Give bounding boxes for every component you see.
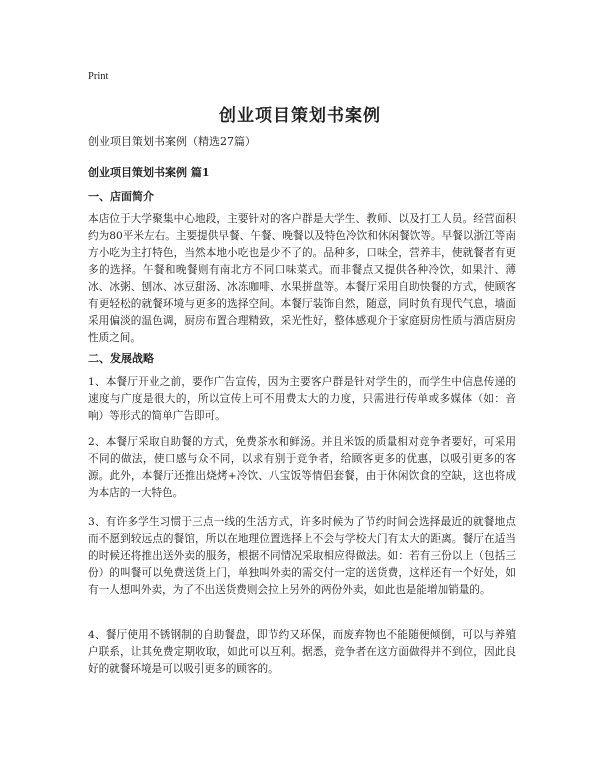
document-subtitle: 创业项目策划书案例（精选27篇） <box>88 135 256 148</box>
paragraph-strategy-4: 4、餐厅使用不锈钢制的自助餐盘，即节约又环保，而废弃物也不能随便倾倒，可以与养殖户联系，让其免费定期收取，如此可以互利。据悉，竞争者在这方面做得并不到位，因此良好的就餐环境是可以吸引更多的顾客的。 <box>88 629 516 675</box>
section-heading-strategy: 二、发展战略 <box>88 352 154 365</box>
paragraph-strategy-3: 3、有许多学生习惯于三点一线的生活方式，许多时候为了节约时间会选择最近的就餐地点而不愿到较远点的餐馆，所以在地理位置选择上不会与学校大门有太大的距离。餐厅在适当的时候还将推出送外卖的服务，根据不同情况采取相应得做法。如：若有三份以上（包括三份）的叫餐可以免费送货上门，单独叫外卖的需交付一定的送货费，这样还有一个好处，如有一人想叫外卖，为了不出送货费则会拉上另外的两份外卖，如此也是能增加销量的。 <box>88 516 516 596</box>
document-title: 创业项目策划书案例 <box>219 106 381 126</box>
paragraph-strategy-1: 1、本餐厅开业之前，要作广告宣传，因为主要客户群是针对学生的，而学生中信息传递的速度与广度是很大的，所以宣传上可不用费太大的力度，只需进行传单或多媒体（如：音响）等形式的简单广告即可。 <box>88 376 516 422</box>
paragraph-store-intro: 本店位于大学聚集中心地段，主要针对的客户群是大学生、教师、以及打工人员。经营面积约为80平米左右。主要提供早餐、午餐、晚餐以及特色冷饮和休闲餐饮等。早餐以浙江等南方小吃为主打特色，当然本地小吃也是少不了的。品种多，口味全，营养丰，使就餐者有更多的选择。午餐和晚餐则有南北方不同口味菜式。而非餐点又提供各种冷饮，如果汁、薄冰、冰粥、刨冰、冰豆甜汤、冰冻咖啡、水果拼盘等。本餐厅采用自助快餐的方式，使顾客有更轻松的就餐环境与更多的选择空间。本餐厅装饰自然，随意，同时负有现代气息，墙面采用偏淡的温色调，厨房布置合理精致，采光性好，整体感观介于家庭厨房性质与酒店厨房性质之间。 <box>88 213 516 344</box>
article-heading: 创业项目策划书案例 篇1 <box>88 166 210 179</box>
print-label[interactable]: Print <box>88 71 109 82</box>
paragraph-strategy-2: 2、本餐厅采取自助餐的方式，免费茶水和鲜汤。并且米饭的质量相对竞争者要好，可采用不同的做法，使口感与众不同，以求有别于竞争者，给顾客更多的优惠，以吸引更多的客源。此外，本餐厅还推出烧烤+冷饮、八宝饭等情侣套餐，由于休闲饮食的空缺，这也将成为本店的一大特色。 <box>88 436 516 499</box>
section-heading-store-intro: 一、店面简介 <box>88 190 154 203</box>
